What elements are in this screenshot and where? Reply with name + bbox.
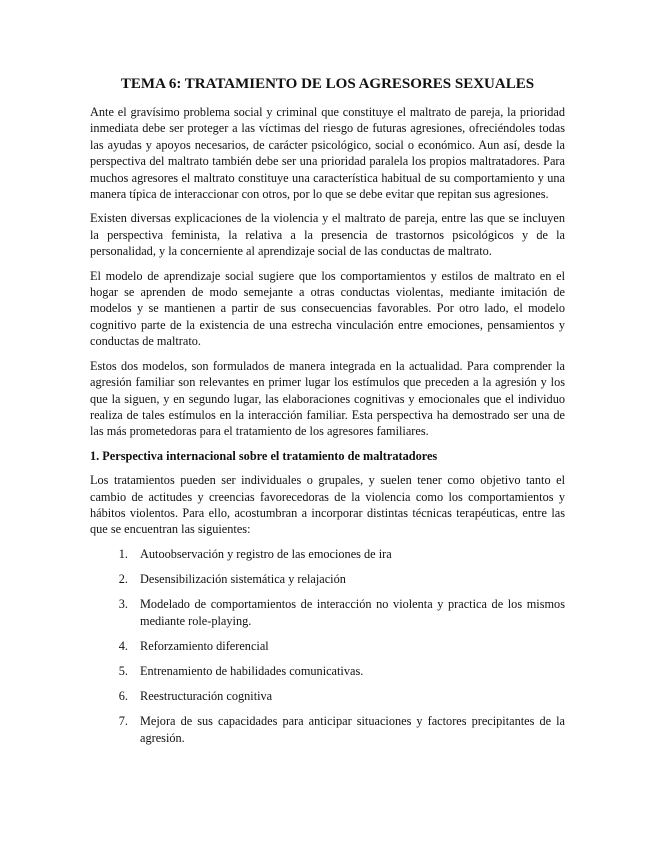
list-item-number: 7. [118, 714, 128, 729]
list-item-text: Reestructuración cognitiva [140, 689, 273, 704]
paragraph-social-learning: El modelo de aprendizaje social sugiere que los comportamientos y estilos de maltrato en el hogar se aprenden de modo semejante a otras conductas violentas, mediante imitación de modelos y se mantienen a partir de sus consecuencias favorables. Por otro lado, el modelo cognitivo parte de la existencia de una estrecha vinculación entre emociones, pensamientos y conductas de maltrato. [90, 268, 565, 349]
list-item-text: Mejora de sus capacidades para anticipar situaciones y factores precipitantes de la agresión. [140, 714, 565, 745]
list-item-number: 1. [118, 546, 128, 561]
list-item-number: 6. [118, 689, 128, 704]
list-item [90, 571, 565, 587]
paragraph-explanations: Existen diversas explicaciones de la violencia y el maltrato de pareja, entre las que se incluyen la perspectiva feminista, la relativa a la presencia de trastornos psicológicos y de la personalidad, y la concerniente al aprendizaje social de las conductas de maltrato. [90, 211, 565, 259]
list-item-number: 3. [118, 597, 128, 612]
list-item [90, 713, 565, 746]
list-item [90, 546, 565, 562]
list-item-number: 2. [118, 571, 128, 586]
list-item-text: Autoobservación y registro de las emociones de ira [140, 546, 392, 561]
section-heading: 1. Perspectiva internacional sobre el tratamiento de maltratadores [90, 448, 438, 463]
list-item-text: Entrenamiento de habilidades comunicativas. [140, 663, 364, 678]
list-item-text: Reforzamiento diferencial [140, 638, 269, 653]
list-item [90, 663, 565, 679]
document-title: TEMA 6: TRATAMIENTO DE LOS AGRESORES SEXUALES [120, 76, 535, 92]
list-item-number: 5. [118, 663, 128, 678]
list-item-text: Modelado de comportamientos de interacción no violenta y practica de los mismos mediante role-playing. [140, 597, 565, 628]
paragraph-intro: Ante el gravísimo problema social y criminal que constituye el maltrato de pareja, la prioridad inmediata debe ser proteger a las víctimas del riesgo de futuras agresiones, ofreciéndoles todas las ayudas y apoyos necesarios, de carácter psicológico, social o económico. Aun así, desde la perspectiva del maltrato también debe ser una prioridad paralela los propios maltratadores. Para muchos agresores el maltrato constituye una característica habitual de su comportamiento y una manera típica de interaccionar con otros, por lo que se debe evitar que repitan sus agresiones. [90, 105, 565, 202]
list-item [90, 688, 565, 704]
list-item-number: 4. [118, 638, 128, 653]
paragraph-treatments: Los tratamientos pueden ser individuales o grupales, y suelen tener como objetivo tanto el cambio de actitudes y creencias favorecedoras de la violencia como los comportamientos y hábitos violentos. Para ello, acostumbran a incorporar distintas técnicas terapéuticas, entre las que se encuentran las siguientes: [90, 473, 565, 537]
paragraph-integrated-models: Estos dos modelos, son formulados de manera integrada en la actualidad. Para comprender la agresión familiar son relevantes en primer lugar los estímulos que preceden a la agresión y los que la siguen, y en segundo lugar, las elaboraciones cognitivas y emocionales que el individuo realiza de tales estímulos en la interacción familiar. Esta perspectiva ha demostrado ser una de las más prometedoras para el tratamiento de los agresores familiares. [90, 358, 565, 439]
document-page [90, 74, 565, 755]
techniques-list [90, 546, 565, 746]
list-item [90, 596, 565, 629]
list-item [90, 638, 565, 654]
list-item-text: Desensibilización sistemática y relajación [140, 571, 346, 586]
